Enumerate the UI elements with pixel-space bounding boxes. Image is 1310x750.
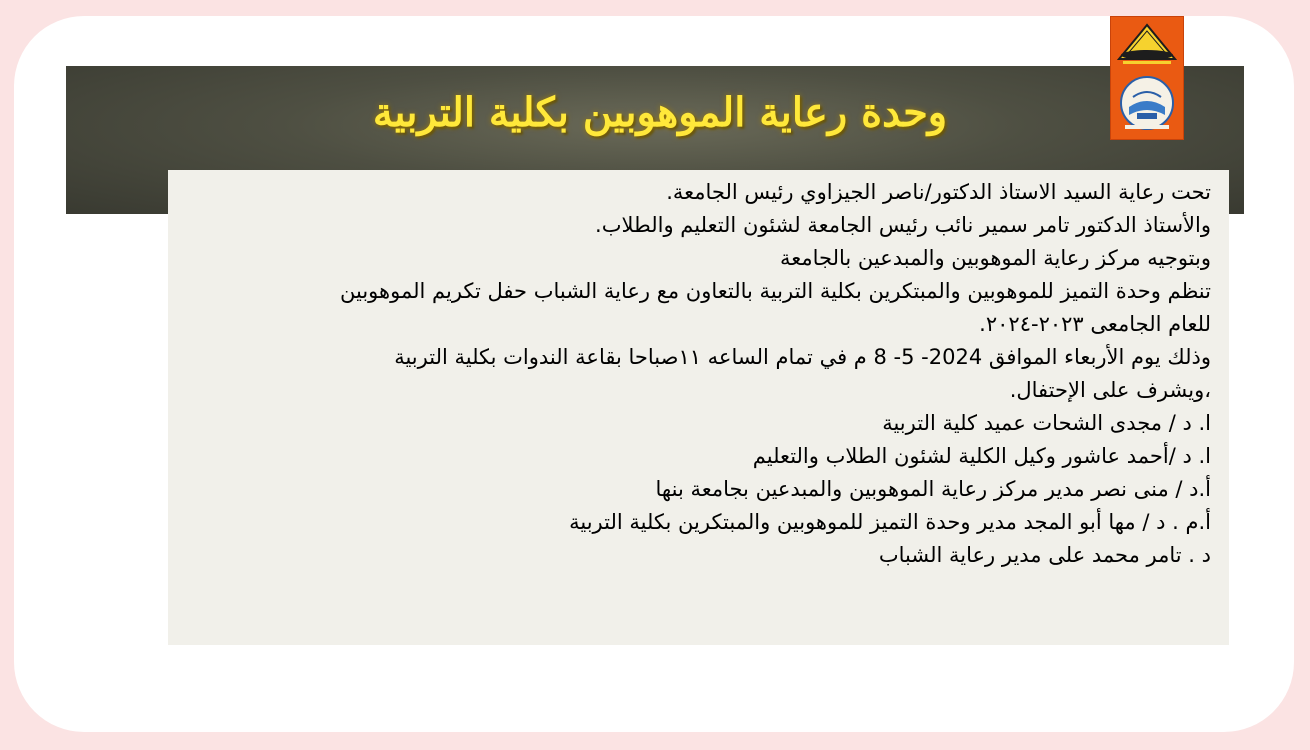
content-text [181, 176, 1211, 572]
line-vice-dean: ا. د /أحمد عاشور وكيل الكلية لشئون الطلاب والتعليم [752, 444, 1211, 468]
line-guidance: وبتوجيه مركز رعاية الموهوبين والمبدعين بالجامعة [780, 246, 1211, 270]
line-center-director: أ.د / منى نصر مدير مركز رعاية الموهوبين والمبدعين بجامعة بنها [655, 477, 1211, 501]
line-patronage: تحت رعاية السيد الاستاذ الدكتور/ناصر الجيزاوي رئيس الجامعة. [666, 180, 1211, 204]
banner-title: وحدة رعاية الموهوبين بكلية التربية [372, 89, 948, 136]
line-date-venue: وذلك يوم الأربعاء الموافق 2024- 5- 8 م في تمام الساعه ١١صباحا بقاعة الندوات بكلية التربية [394, 345, 1211, 369]
line-organizer: تنظم وحدة التميز للموهوبين والمبتكرين بكلية التربية بالتعاون مع رعاية الشباب حفل تكريم الموهوبين [340, 279, 1211, 303]
line-supervised: ،ويشرف على الإحتفال. [1009, 378, 1211, 402]
line-dean: ا. د / مجدى الشحات عميد كلية التربية [882, 411, 1211, 435]
university-logo-icon [1111, 17, 1183, 139]
content-panel [168, 170, 1229, 645]
line-academic-year: للعام الجامعى ٢٠٢٣-٢٠٢٤. [979, 312, 1211, 336]
line-unit-director: أ.م . د / مها أبو المجد مدير وحدة التميز للموهوبين والمبتكرين بكلية التربية [569, 510, 1211, 534]
line-vice-president: والأستاذ الدكتور تامر سمير نائب رئيس الجامعة لشئون التعليم والطلاب. [595, 213, 1211, 237]
university-logo [1110, 16, 1184, 140]
line-youth-director: د . تامر محمد على مدير رعاية الشباب [878, 543, 1211, 567]
